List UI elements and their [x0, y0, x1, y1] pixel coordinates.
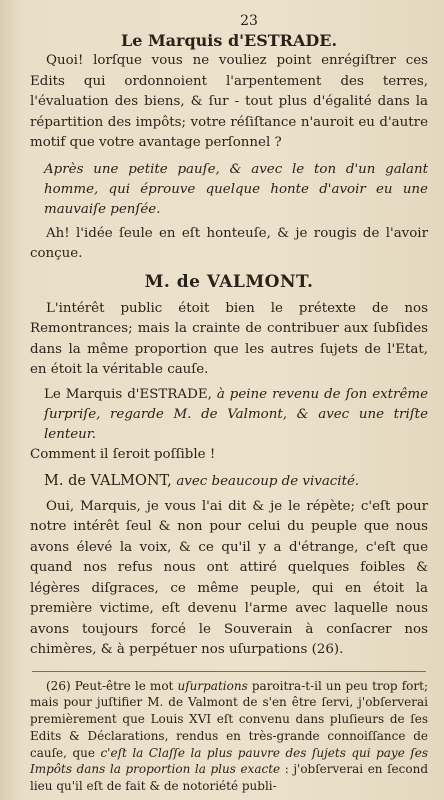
paragraph-5: Oui, Marquis, je vous l'ai dit & je le répète; c'eſt pour notre intérêt ſeul & non pour celui du peuple que nous avons élevé la voix, & ce qu'il y a d'étrange, c'eſt que quand nos refus nous ont attiré quelques foibles & légères diſgraces, ce même peuple, qui en étoit la première victime, eſt devenu l'arme avec laquelle nous avons toujours forcé le Souverain à conſacrer nos chimères, & à perpétuer nos uſurpations (26).: [30, 498, 428, 657]
footnote-part-b: uſurpations: [177, 678, 248, 693]
paragraph-1: Quoi! lorſque vous ne vouliez point enrégiſtrer ces Edits qui ordonnoient l'arpentement des terres, l'évaluation des biens, & ſur - tout plus d'égalité dans la répartition des impôts; votre réſiſtance n'auroit eu d'autre motif que votre avantage perſonnel ?: [30, 53, 428, 150]
paragraph-3: L'intérêt public étoit bien le prétexte de nos Remontrances; mais la crainte de contribuer aux ſubſides dans la même proportion que les autres ſujets de l'Etat, en étoit la véritable cauſe.: [30, 300, 428, 377]
footnote-part-c: paroitra-t-il un peu trop fort; mais pour juſtifier M. de Valmont de s'en être ſervi, j'obſerverai premièrement que Louis XVI eſt convenu dans pluſieurs de ſes Edits & Déclarations, rendus en très-grande connoiſſance de cauſe, que: [30, 678, 428, 760]
paragraph-4: Comment il ſeroit poſſible !: [30, 446, 216, 462]
footnote-divider: [32, 671, 426, 672]
speaker-heading-valmont: M. de VALMONT.: [144, 271, 314, 292]
page-number: 23: [240, 13, 258, 29]
speaker-heading-estrade: Le Marquis d'ESTRADE.: [120, 31, 338, 50]
paragraph-2: Ah! l'idée ſeule en eſt honteuſe, & je rougis de l'avoir conçue.: [30, 225, 428, 261]
footnote-part-e: : j'obſerverai en ſecond lieu qu'il eſt de fait & de notoriété publi-: [30, 762, 428, 794]
stage-direction-2-speaker: Le Marquis d'ESTRADE,: [44, 386, 217, 402]
speaker-line-valmont: [44, 471, 428, 493]
speaker-line-valmont-name: M. de VALMONT,: [44, 473, 177, 489]
stage-direction-2: [44, 385, 428, 445]
footnote-26: [30, 678, 428, 796]
speaker-line-valmont-direction: avec beaucoup de vivacité.: [176, 474, 360, 489]
stage-direction-1: Après une petite pauſe, & avec le ton d'un galant homme, qui éprouve quelque honte d'avoir eu une mauvaiſe penſée.: [44, 161, 428, 217]
footnote-part-d: c'eſt la Claſſe la plus pauvre des ſujets qui paye ſes Impôts dans la proportion la plus exacte: [30, 745, 428, 777]
footnote-part-a: (26) Peut-être le mot: [46, 678, 178, 693]
stage-direction-2-text: à peine revenu de ſon extrême ſurpriſe, regarde M. de Valmont, & avec une triſte lenteur.: [44, 386, 428, 442]
